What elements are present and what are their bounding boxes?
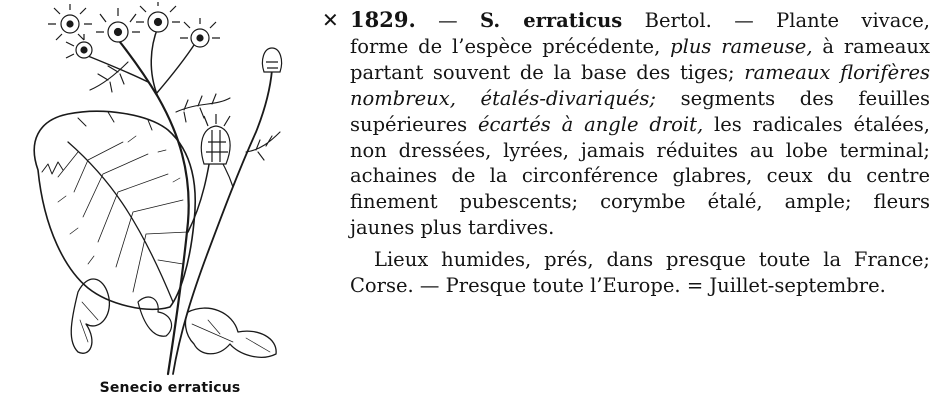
plant-illustration <box>8 2 326 380</box>
upper-leaf-3 <box>246 132 280 160</box>
entry-line-2: forme de l’espèce précédente, plus rameuse, à rameaux <box>350 34 930 58</box>
species-author: Bertol. <box>622 9 712 32</box>
entry-number: 1829. <box>350 7 416 32</box>
lower-leaf-right <box>186 308 277 357</box>
entry-line-3: partant souvent de la base des tiges; rameaux florifères <box>350 60 930 84</box>
habitat-line-2: Corse. — Presque toute l’Europe. = Juillet-septembre. <box>350 274 886 298</box>
entry-line-6: non dressées, lyrées, jamais réduites au lobe terminal; <box>350 138 930 162</box>
flower-head-1 <box>48 4 92 40</box>
entry-line-8: finement pubescents; corymbe étalé, ample; fleurs <box>350 190 930 214</box>
entry-line-4: nombreux, étalés-divariqués; segments des feuilles <box>350 86 930 110</box>
small-leaf <box>138 297 172 336</box>
flower-head-5 <box>66 34 92 58</box>
flower-head-2 <box>96 8 140 42</box>
entry-line-7: achaines de la circonférence glabres, ceux du centre <box>350 164 930 188</box>
senecio-erraticus-drawing <box>8 2 326 380</box>
main-stem <box>116 37 189 374</box>
flower-head-3 <box>136 2 180 32</box>
entry-line-1: ✕ 1829. — S. erraticus Bertol. — Plante vivace, <box>322 7 930 32</box>
cross-mark-icon: ✕ <box>322 8 339 32</box>
entry-line-9: jaunes plus tardives. <box>350 216 555 240</box>
upper-leaf-2 <box>90 62 128 92</box>
flower-bud-2 <box>201 114 230 164</box>
entry-line-5: supérieures écartés à angle droit, les radicales étalées, <box>350 112 930 136</box>
flower-head-4 <box>180 18 220 47</box>
species-entry <box>322 7 930 299</box>
upper-leaf-1 <box>176 94 230 122</box>
branch-c <box>156 42 196 94</box>
basal-leaf <box>34 111 195 309</box>
habitat-line-1: Lieux humides, prés, dans presque toute la France; <box>374 248 930 272</box>
flower-bud-1 <box>262 48 281 72</box>
figure-caption: Senecio erraticus <box>99 380 241 396</box>
habitat-paragraph <box>350 247 930 299</box>
species-name: S. erraticus <box>480 9 623 32</box>
